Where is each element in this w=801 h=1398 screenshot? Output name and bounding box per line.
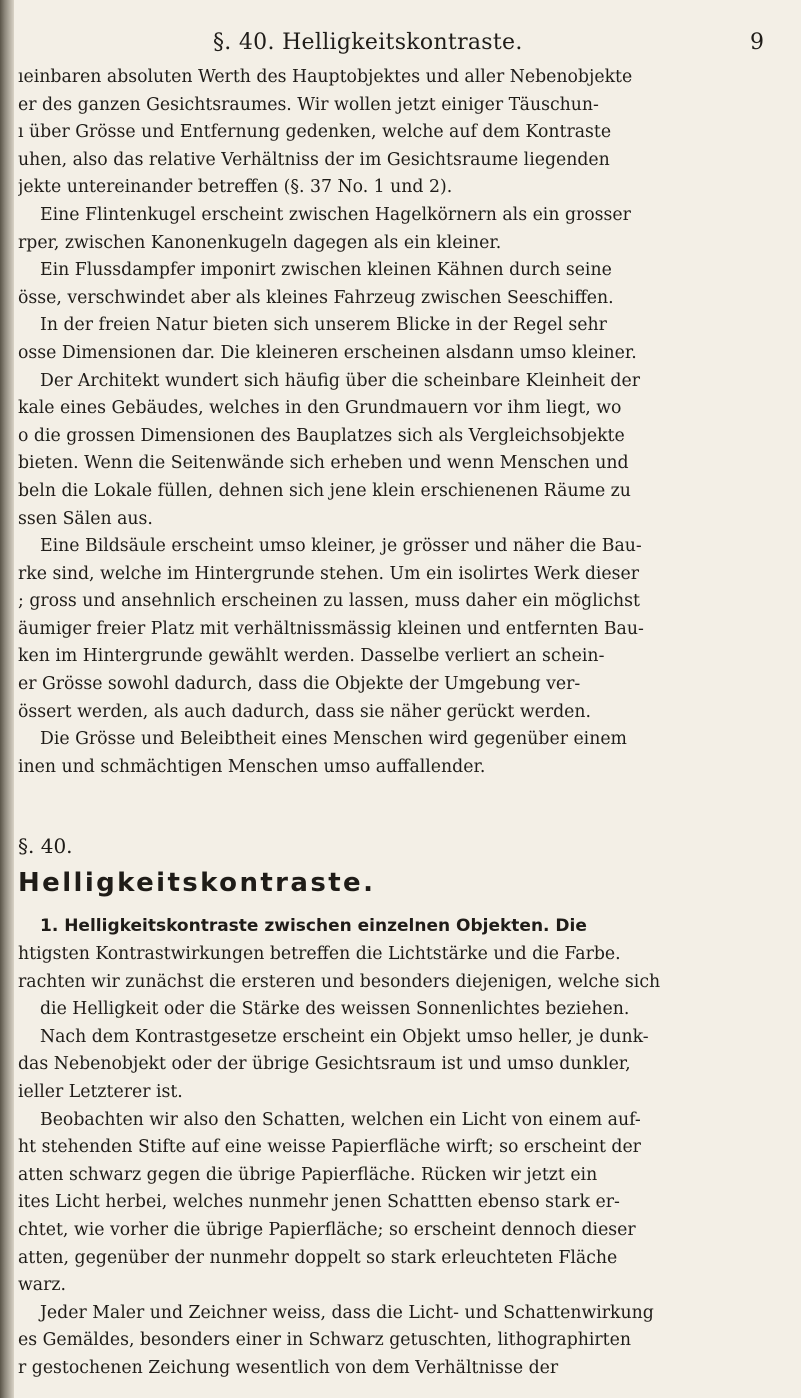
text-line: Eine Bildsäule erscheint umso kleiner, je grösser und näher die Bau- [40, 536, 642, 557]
running-head-title: §. 40. Helligkeitskontraste. [213, 30, 523, 55]
text-line: kale eines Gebäudes, welches in den Grundmauern vor ihm liegt, wo [18, 398, 622, 419]
text-line: ht stehenden Stifte auf eine weisse Papierfläche wirft; so erscheint der [18, 1137, 641, 1158]
text-line: die Helligkeit oder die Stärke des weissen Sonnenlichtes beziehen. [40, 999, 630, 1020]
text-line: atten schwarz gegen die übrige Papierfläche. Rücken wir jetzt ein [18, 1164, 598, 1185]
text-line: es Gemäldes, besonders einer in Schwarz getuschten, lithographirten [18, 1330, 631, 1351]
text-line: htigsten Kontrastwirkungen betreffen die Lichtstärke und die Farbe. [18, 944, 621, 965]
text-line: Jeder Maler und Zeichner weiss, dass die Licht- und Schattenwirkung [40, 1302, 654, 1323]
text-line: össe, verschwindet aber als kleines Fahrzeug zwischen Seeschiffen. [18, 287, 614, 308]
text-line: Beobachten wir also den Schatten, welchen ein Licht von einem auf- [40, 1109, 641, 1130]
text-line: beln die Lokale füllen, dehnen sich jene klein erschienenen Räume zu [18, 480, 631, 501]
text-line: Nach dem Kontrastgesetze erscheint ein Objekt umso heller, je dunk- [40, 1026, 649, 1047]
text-line: rke sind, welche im Hintergrunde stehen. Um ein isolirtes Werk dieser [18, 563, 639, 584]
text-line: bieten. Wenn die Seitenwände sich erheben und wenn Menschen und [18, 453, 629, 474]
text-line: rper, zwischen Kanonenkugeln dagegen als ein kleiner. [18, 232, 502, 253]
section-number: §. 40. [18, 834, 73, 859]
text-line: chtet, wie vorher die übrige Papierfläche; so erscheint dennoch dieser [18, 1219, 636, 1240]
book-page [18, 0, 778, 1398]
text-line: ıeinbaren absoluten Werth des Hauptobjektes und aller Nebenobjekte [18, 67, 633, 87]
text-line: össert werden, als auch dadurch, dass sie näher gerückt werden. [18, 701, 592, 722]
text-line: äumiger freier Platz mit verhältnissmässig kleinen und entfernten Bau- [18, 618, 644, 639]
text-line: Ein Flussdampfer imponirt zwischen kleinen Kähnen durch seine [40, 260, 612, 281]
book-binding-edge [0, 0, 14, 1398]
text-line: Die Grösse und Beleibtheit eines Menschen wird gegenüber einem [40, 729, 627, 750]
text-line: atten, gegenüber der nunmehr doppelt so stark erleuchteten Fläche [18, 1247, 618, 1268]
text-line: uhen, also das relative Verhältniss der im Gesichtsraume liegenden [18, 149, 610, 170]
text-line: ssen Sälen aus. [18, 508, 153, 529]
section-title: Helligkeitskontraste. [18, 868, 376, 899]
text-line: In der freien Natur bieten sich unserem Blicke in der Regel sehr [40, 315, 607, 336]
subsection-heading: 1. Helligkeitskontraste zwischen einzelnen Objekten. Die [40, 916, 587, 937]
text-line: ; gross und ansehnlich erscheinen zu lassen, muss daher ein möglichst [18, 591, 640, 612]
text-line: er Grösse sowohl dadurch, dass die Objekte der Umgebung ver- [18, 674, 581, 695]
text-line: rachten wir zunächst die ersteren und besonders diejenigen, welche sich [18, 971, 661, 992]
text-line: ieller Letzterer ist. [18, 1082, 183, 1102]
text-line: Der Architekt wundert sich häufig über die scheinbare Kleinheit der [40, 370, 640, 391]
page-number: 9 [750, 30, 764, 55]
text-line: osse Dimensionen dar. Die kleineren erscheinen alsdann umso kleiner. [18, 342, 637, 363]
text-line: warz. [18, 1275, 66, 1296]
text-line: Eine Flintenkugel erscheint zwischen Hagelkörnern als ein grosser [40, 204, 631, 225]
body-text [18, 64, 778, 1383]
text-line: jekte untereinander betreffen (§. 37 No. 1 und 2). [18, 177, 453, 198]
running-head [18, 30, 778, 60]
text-line: inen und schmächtigen Menschen umso auffallender. [18, 756, 486, 777]
section-spacer [18, 781, 778, 829]
section-spacer [18, 903, 778, 913]
text-line: ken im Hintergrunde gewählt werden. Dasselbe verliert an schein- [18, 646, 605, 667]
text-line: ı über Grösse und Entfernung gedenken, welche auf dem Kontraste [18, 122, 612, 143]
text-line: ites Licht herbei, welches nunmehr jenen Schattten ebenso stark er- [18, 1192, 620, 1213]
text-line: r gestochenen Zeichung wesentlich von dem Verhältnisse der [18, 1357, 559, 1378]
text-line: o die grossen Dimensionen des Bauplatzes sich als Vergleichsobjekte [18, 425, 625, 446]
text-line: das Nebenobjekt oder der übrige Gesichtsraum ist und umso dunkler, [18, 1054, 631, 1075]
text-line: er des ganzen Gesichtsraumes. Wir wollen jetzt einiger Täuschun- [18, 94, 599, 115]
